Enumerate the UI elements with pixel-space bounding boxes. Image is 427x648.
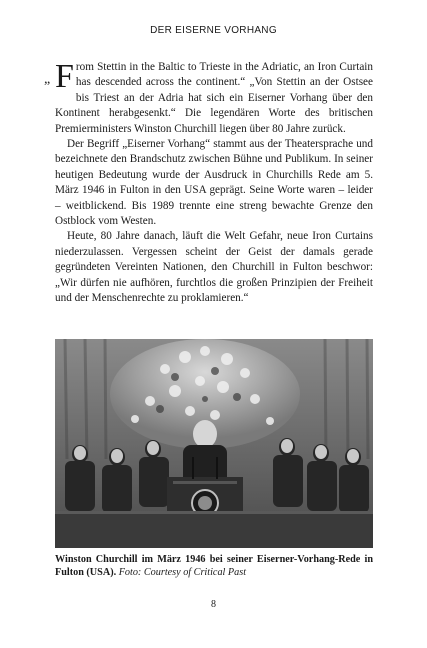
- photo-illustration: [55, 339, 373, 548]
- paragraph-1-text: rom Stettin in the Baltic to Trieste in the Adriatic, an Iron Curtain has descended across the continent.“ „Von Stettin an der Ostsee bis Triest an der Adria hat sich ein Eiserner Vorhang über den Kontinent herabgesenkt.“ Die legendären Worte des britischen Premierministers Winston Churchill liegen über 80 Jahre zurück.: [55, 61, 373, 135]
- paragraph-3: Heute, 80 Jahre danach, läuft die Welt Gefahr, neue Iron Curtains niederzulassen. Vergessen scheint der Geist der damals gerade gegründeten Vereinten Nationen, den Churchill in Fulton beschwor: „Wir dürfen nie aufhören, furchtlos die großen Prinzipien der Freiheit und der Menschenrechte zu proklamieren.“: [55, 230, 373, 305]
- body-text: [44, 58, 373, 307]
- photo-caption: [55, 553, 373, 579]
- opening-quote: „: [44, 72, 51, 87]
- page-number: 8: [211, 599, 216, 610]
- caption-credit: Foto: Courtesy of Critical Past: [118, 567, 247, 578]
- paragraph-1: [44, 58, 373, 137]
- paragraph-2: Der Begriff „Eiserner Vorhang“ stammt aus der Theatersprache und bezeichnete den Brandschutz zwischen Bühne und Publikum. In seiner heutigen Bedeutung wurde der Ausdruck in Churchills Rede am 5. März 1946 in Fulton in den USA geprägt. Seine Worte waren – leider – weitblickend. Bis 1989 trennte eine streng bewachte Grenze den Ostblock vom Westen.: [55, 138, 373, 228]
- churchill-speech-photo: [55, 339, 373, 548]
- running-head: DER EISERNE VORHANG: [150, 25, 277, 36]
- caption-text: Winston Churchill im März 1946 bei seiner Eiserner-Vorhang-Rede in Fulton (USA).: [55, 554, 373, 578]
- drop-cap: F: [55, 58, 74, 95]
